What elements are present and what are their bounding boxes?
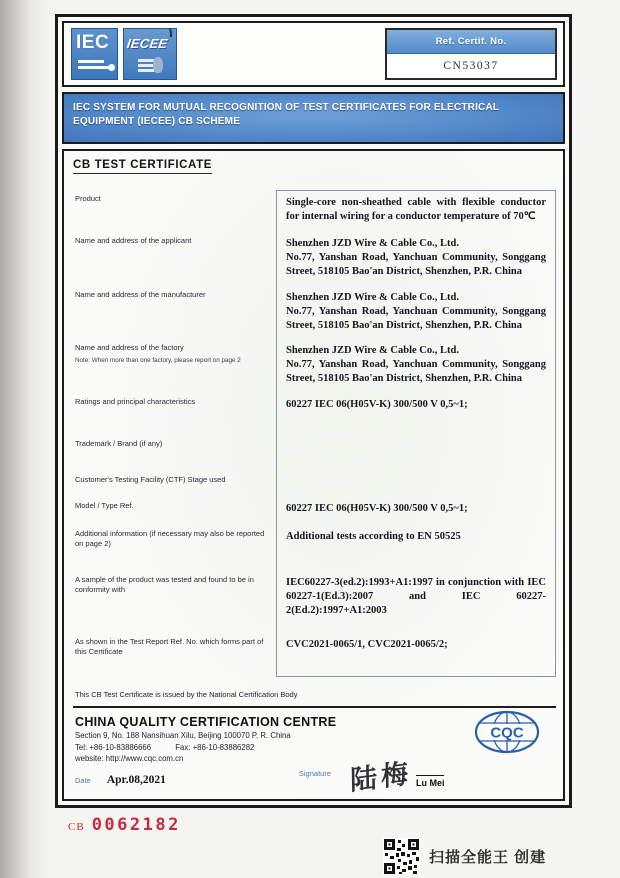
field-value-ratings: 60227 IEC 06(H05V-K) 300/500 V 0,5~1; xyxy=(276,393,556,435)
ref-certif-label: Ref. Certif. No. xyxy=(387,30,555,54)
ncb-footer xyxy=(73,708,556,795)
field-value-factory: Shenzhen JZD Wire & Cable Co., Ltd. No.77, Yanshan Road, Yanchuan Community, Songgang Street, 518105 Bao'an District, Shenzhen, P.R. China xyxy=(276,339,556,393)
field-label-manufacturer: Name and address of the manufacturer xyxy=(75,290,206,299)
ncb-tel: Tel: +86-10-83886666 xyxy=(75,742,152,752)
svg-text:CQC: CQC xyxy=(490,724,524,742)
ncb-fax: Fax: +86-10-83886282 xyxy=(175,742,255,752)
ncb-name: CHINA QUALITY CERTIFICATION CENTRE xyxy=(75,714,337,729)
certificate-fields xyxy=(73,190,556,677)
field-label-conformity: A sample of the product was tested and found to be in conformity with xyxy=(75,574,254,594)
field-label-test-report: As shown in the Test Report Ref. No. which forms part of this Certificate xyxy=(75,636,264,656)
signature-label: Signature xyxy=(298,769,331,778)
field-value-model: 60227 IEC 06(H05V-K) 300/500 V 0,5~1; xyxy=(276,497,556,525)
plug-icon xyxy=(138,57,160,73)
date-label: Date xyxy=(75,776,91,786)
ncb-address: Section 9, No. 188 Nansihuan Xilu, Beijing 100070 P. R. China xyxy=(75,731,291,741)
field-label-ctf: Customer's Testing Facility (CTF) Stage used xyxy=(75,474,226,484)
scanner-watermark-text: 扫描全能王 创建 xyxy=(429,849,547,866)
field-value-conformity: IEC60227-3(ed.2):1993+A1:1997 in conjunction with IEC 60227-1(Ed.3):2007 and IEC 60227-2(Ed.2):1997+A1:2003 xyxy=(276,571,556,633)
field-value-test-report: CVC2021-0065/1, CVC2021-0065/2; xyxy=(276,633,556,677)
scheme-banner xyxy=(62,92,565,144)
date-value: Apr.08,2021 xyxy=(106,774,166,787)
field-label-model: Model / Type Ref. xyxy=(75,500,134,510)
field-value-product: Single-core non-sheathed cable with flexible conductor for internal wiring for a conductor temperature of 70℃ xyxy=(276,190,556,232)
iec-logo-text: IEC xyxy=(76,32,110,53)
header xyxy=(62,21,565,87)
field-label-product: Product xyxy=(75,194,101,203)
field-value-additional-info: Additional tests according to EN 50525 xyxy=(276,525,556,571)
iecee-logo-text: IECEE xyxy=(125,36,169,51)
certificate-page xyxy=(55,14,572,808)
serial-stamp-number: 0062182 xyxy=(91,815,181,835)
field-label-ratings: Ratings and principal characteristics xyxy=(75,396,196,406)
serial-stamp xyxy=(68,815,181,835)
field-value-manufacturer: Shenzhen JZD Wire & Cable Co., Ltd. No.77, Yanshan Road, Yanchuan Community, Songgang Street, 518105 Bao'an District, Shenzhen, P.R. China xyxy=(276,286,556,339)
factory-note: Note: When more than one factory, please report on page 2 xyxy=(75,356,241,364)
iec-logo xyxy=(71,28,118,80)
field-value-trademark xyxy=(276,435,556,471)
qr-code xyxy=(383,838,420,875)
certificate-title: CB TEST CERTIFICATE xyxy=(73,159,212,174)
scanner-watermark xyxy=(383,838,546,875)
ref-certif-box xyxy=(385,28,557,80)
scheme-banner-text: IEC SYSTEM FOR MUTUAL RECOGNITION OF TEST CERTIFICATES FOR ELECTRICAL EQUIPMENT (IECEE) CB SCHEME xyxy=(73,102,500,127)
handwritten-signature: 陆梅 xyxy=(349,758,412,796)
field-value-ctf xyxy=(276,471,556,497)
field-label-factory: Name and address of the factory Note: When more than one factory, please report on page 2 xyxy=(73,339,276,393)
ncb-website: website: http://www.cqc.com.cn xyxy=(75,754,184,764)
iecee-logo xyxy=(123,28,177,80)
cqc-logo xyxy=(472,708,542,761)
ref-certif-number: CN53037 xyxy=(443,60,499,72)
field-label-additional-info: Additional information (if necessary may also be reported on page 2) xyxy=(75,528,265,548)
field-label-applicant: Name and address of the applicant xyxy=(75,236,192,245)
logos xyxy=(64,23,177,85)
signatory-name: Lu Mei xyxy=(416,775,445,788)
field-label-trademark: Trademark / Brand (if any) xyxy=(75,438,163,448)
certificate-body xyxy=(62,149,565,801)
issued-by-statement: This CB Test Certificate is issued by the National Certification Body xyxy=(75,689,298,699)
serial-stamp-prefix: CB xyxy=(68,821,85,833)
field-value-applicant: Shenzhen JZD Wire & Cable Co., Ltd. No.77, Yanshan Road, Yanchuan Community, Songgang Street, 518105 Bao'an District, Shenzhen, P.R. China xyxy=(276,232,556,286)
signature-block xyxy=(298,755,456,796)
